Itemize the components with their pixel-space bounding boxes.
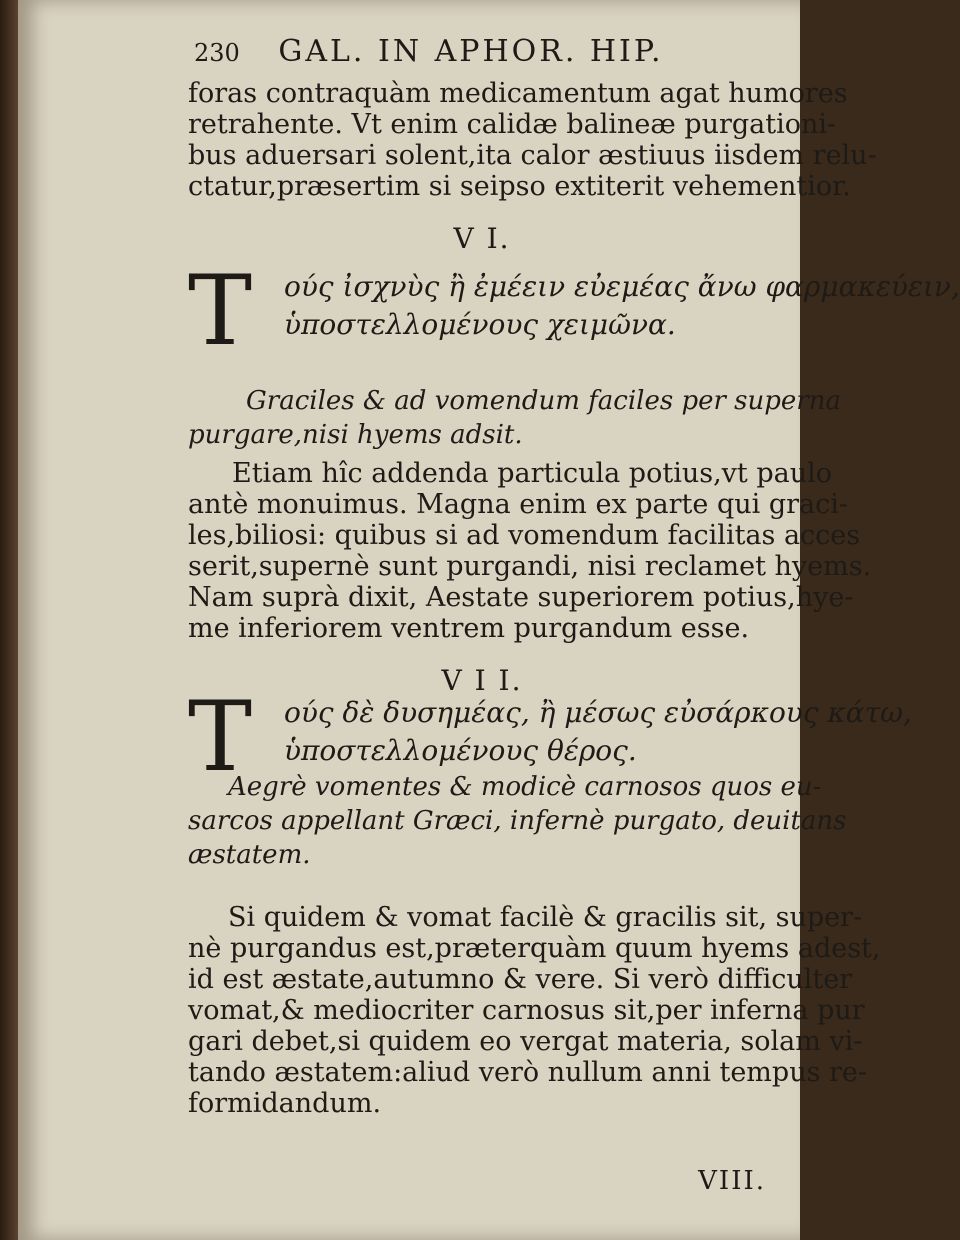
latin-line: sarcos appellant Græci, infernè purgato, deuitans bbox=[188, 806, 847, 836]
text-line: antè monuimus. Magna enim ex parte qui graci- bbox=[188, 489, 849, 520]
section-6-greek-aphorism bbox=[188, 255, 960, 367]
latin-line: Graciles & ad vomendum faciles per superna bbox=[246, 386, 841, 416]
text-line: nè purgandus est,prӕterquàm quum hyems adest, bbox=[188, 933, 881, 964]
text-line: Etiam hîc addenda particula potius,vt paulo bbox=[232, 458, 832, 489]
running-title: GAL. IN APHOR. HIP. bbox=[278, 34, 664, 69]
section-6-numeral: V I. bbox=[453, 222, 511, 255]
text-line: foras contraquàm medicamentum agat humores bbox=[188, 78, 848, 109]
greek-line: ούς ἰσχνὺς ἢ ἐμέειν εὐεμέας ἄνω φαρμακεύειν, bbox=[284, 270, 960, 303]
text-line: ctatur,præsertim si seipso extiterit vehementior. bbox=[188, 171, 851, 202]
book-page bbox=[18, 0, 960, 1240]
text-line: vomat,& mediocriter carnosus sit,per inferna pur bbox=[188, 995, 865, 1026]
section-7-latin-translation bbox=[188, 770, 847, 872]
book-spine bbox=[0, 0, 18, 1240]
page-number: 230 bbox=[194, 39, 240, 67]
text-line: tando æstatem:aliud verò nullum anni tempus re- bbox=[188, 1057, 868, 1088]
greek-line: ούς δὲ δυσημέας, ἢ μέσως εὐσάρκους κάτω, bbox=[284, 696, 912, 729]
text-line: Si quidem & vomat facilè & gracilis sit, super- bbox=[228, 902, 863, 933]
section-7-commentary bbox=[188, 902, 881, 1119]
drop-cap: T bbox=[188, 255, 253, 367]
greek-line: ὑποστελλομένους χειμῶνα. bbox=[284, 308, 676, 341]
latin-line: æstatem. bbox=[188, 840, 311, 870]
greek-line: ὑποστελλομένους θέρος. bbox=[284, 734, 637, 767]
text-line: les,biliosi: quibus si ad vomendum facilitas acces bbox=[188, 520, 861, 551]
section-6-commentary bbox=[188, 458, 872, 644]
text-line: gari debet,si quidem eo vergat materia, solam vi- bbox=[188, 1026, 863, 1057]
catchword: VIII. bbox=[698, 1166, 766, 1196]
text-line: me inferiorem ventrem purgandum esse. bbox=[188, 613, 750, 644]
text-line: serit,supernè sunt purgandi, nisi reclamet hyems. bbox=[188, 551, 872, 582]
text-line: id est æstate,autumno & vere. Si verò difficulter bbox=[188, 964, 853, 995]
text-line: formidandum. bbox=[188, 1088, 382, 1119]
text-line: retrahente. Vt enim calidæ balineæ purgationi- bbox=[188, 109, 837, 140]
latin-line: purgare,nisi hyems adsit. bbox=[188, 420, 523, 450]
drop-cap: T bbox=[188, 681, 253, 793]
intro-paragraph bbox=[188, 78, 877, 202]
running-header bbox=[194, 34, 760, 69]
section-7-numeral: V I I. bbox=[441, 664, 523, 697]
section-6-latin-translation bbox=[188, 384, 841, 452]
text-line: bus aduersari solent,ita calor æstiuus iisdem relu- bbox=[188, 140, 877, 171]
latin-line: Aegrè vomentes & modicè carnosos quos eu- bbox=[228, 772, 822, 802]
text-line: Nam suprà dixit, Aestate superiorem potius,hye- bbox=[188, 582, 854, 613]
